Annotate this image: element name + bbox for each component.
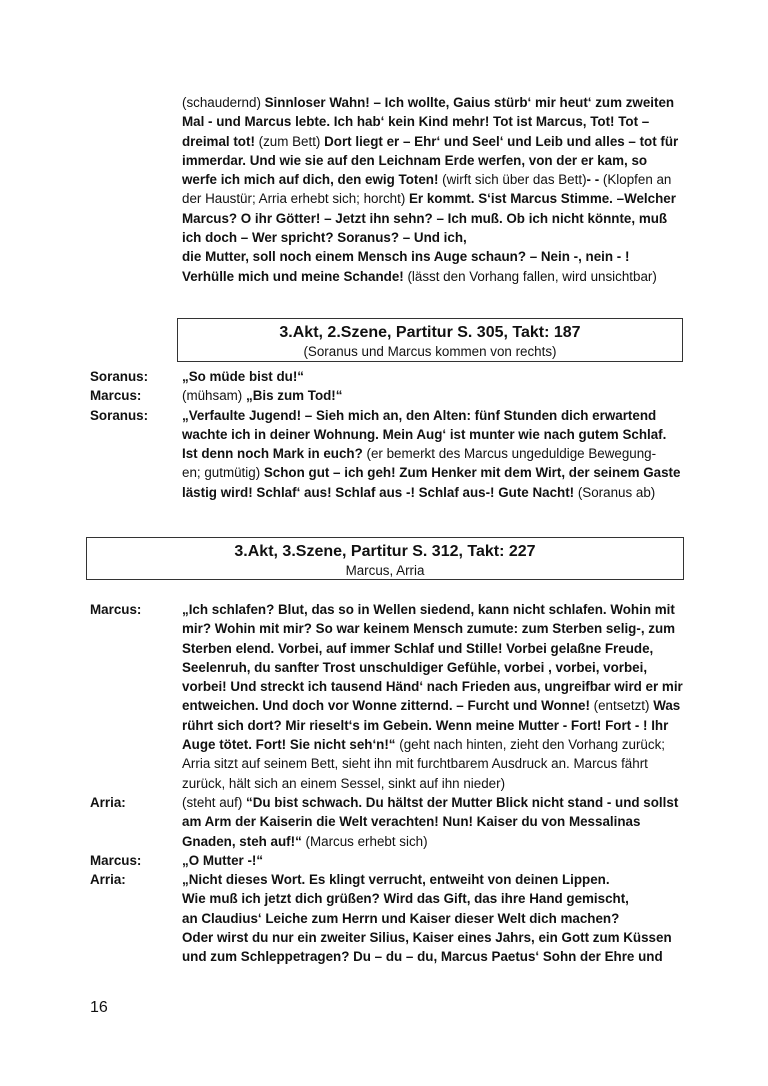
spoken-text: “Du bist schwach. Du hältst der Mutter Blick nicht stand - und sollst am Arm der Kaiserin die Welt verachten! Nun! Kaiser du von Messalinas Gnaden, steh auf!“ <box>182 794 679 849</box>
dialogue-line <box>182 406 684 502</box>
dialogue-text <box>182 851 684 870</box>
stage-direction: (Soranus ab) <box>577 484 656 500</box>
spoken-text: „Bis zum Tod!“ <box>246 388 343 404</box>
stage-direction: (wirft sich über das Bett) <box>442 172 587 188</box>
spoken-text: „Nicht dieses Wort. Es klingt verrucht, entweiht von deinen Lippen. <box>182 872 610 888</box>
spoken-text: „So müde bist du!“ <box>182 369 304 384</box>
spoken-text: Er kommt. S‘ist Marcus Stimme. –Welcher Marcus? O ihr Götter! – Jetzt ihn sehn? – Ich muß. Ob ich nicht könnte, muß ich doch – Wer spricht? Soranus? – Und ich, <box>182 191 676 246</box>
spoken-text: - - <box>586 172 603 188</box>
spoken-text: die Mutter, soll noch einem Mensch ins Auge schaun? – Nein -, nein - ! <box>182 249 630 265</box>
spoken-text: Sinnloser Wahn! – Ich wollte, Gaius stürb‘ mir heut‘ zum zweiten Mal - und Marcus lebte. Ich hab‘ kein Kind mehr! Tot ist Marcus, Tot! Tot – dreimal tot! <box>182 95 675 149</box>
dialogue-line <box>182 851 684 870</box>
stage-direction: (lässt den Vorhang fallen, wird unsichtbar) <box>407 268 657 284</box>
stage-direction: (Klopfen an der Haustür; Arria erhebt sich; horcht) <box>182 172 672 207</box>
dialogue-line <box>182 386 684 405</box>
dialogue-text <box>182 870 684 966</box>
dialogue-row <box>90 367 684 386</box>
scene-title: 3.Akt, 3.Szene, Partitur S. 312, Takt: 227 <box>234 543 536 560</box>
dialogue-block-scene-2 <box>90 367 684 502</box>
dialogue-line <box>182 600 684 793</box>
spoken-text: Oder wirst du nur ein zweiter Silius, Kaiser eines Jahrs, ein Gott zum Küssen und zum Schleppetragen? Du – du – du, Marcus Paetus‘ Sohn der Ehre und <box>182 930 672 965</box>
dialogue-row <box>90 851 684 870</box>
stage-direction: (entsetzt) <box>593 698 654 714</box>
speaker-name: Marcus: <box>90 602 142 617</box>
dialogue-text <box>182 793 684 851</box>
dialogue-block-scene-3 <box>90 600 684 967</box>
speaker-name: Marcus: <box>90 388 142 404</box>
stage-direction: (steht auf) <box>182 794 247 810</box>
dialogue-row <box>90 793 684 851</box>
scene-subtitle: Marcus, Arria <box>345 563 425 578</box>
stage-direction: en; gutmütig) <box>182 465 264 481</box>
dialogue-row <box>90 600 684 793</box>
stage-direction: (Marcus erhebt sich) <box>305 833 428 849</box>
spoken-text: „O Mutter -!“ <box>182 852 264 868</box>
intro-text <box>182 93 682 286</box>
speaker-name: Soranus: <box>90 407 149 423</box>
spoken-text: Schon gut – ich geh! Zum Henker mit dem Wirt, der seinem Gaste lästig wird! Schlaf‘ aus! Schlaf aus -! Schlaf aus-! Gute Nacht! <box>182 465 681 500</box>
scene-subtitle: (Soranus und Marcus kommen von rechts) <box>303 344 557 359</box>
stage-direction: (schaudernd) <box>182 95 265 110</box>
dialogue-row <box>90 386 684 405</box>
intro-paragraph <box>182 93 682 286</box>
stage-direction: (geht nach hinten, zieht den Vorhang zurück; Arria sitzt auf seinem Bett, sieht ihn mit furchtbarem Ausdruck an. Marcus fährt zurück, hält sich an einem Sessel, sinkt auf ihn nieder) <box>182 737 665 791</box>
dialogue-text <box>182 386 684 405</box>
stage-direction: (mühsam) <box>182 388 246 404</box>
spoken-text: Wie muß ich jetzt dich grüßen? Wird das Gift, das ihre Hand gemischt, <box>182 891 629 907</box>
stage-direction: (er bemerkt des Marcus ungeduldige Bewegung- <box>366 446 657 462</box>
dialogue-line <box>182 793 684 851</box>
speaker-name: Arria: <box>90 794 126 810</box>
spoken-text: Verhülle mich und meine Schande! <box>182 268 408 284</box>
scene-heading-box-2 <box>177 318 683 362</box>
spoken-text: Was rührt sich dort? Mir rieselt‘s im Gebein. Wenn meine Mutter - Fort! Fort - ! Ihr Auge tötet. Fort! Sie nicht seh‘n!“ <box>182 698 681 753</box>
page-number: 16 <box>90 999 108 1016</box>
stage-direction: (zum Bett) <box>258 133 325 149</box>
scene-heading-box-3 <box>86 537 684 580</box>
speaker-name: Marcus: <box>90 852 142 868</box>
speaker-name: Arria: <box>90 872 126 888</box>
spoken-text: „Verfaulte Jugend! – Sieh mich an, den Alten: fünf Stunden dich erwartend wachte ich in deiner Wohnung. Mein Aug‘ ist munter wie nach gutem Schlaf. Ist denn noch Mark in euch? <box>182 407 667 462</box>
dialogue-text <box>182 367 684 386</box>
spoken-text: an Claudius‘ Leiche zum Herrn und Kaiser dieser Welt dich machen? <box>182 910 620 926</box>
dialogue-line <box>182 870 684 966</box>
speaker-name: Soranus: <box>90 369 149 384</box>
dialogue-text <box>182 600 684 793</box>
dialogue-row <box>90 406 684 502</box>
spoken-text: „Ich schlafen? Blut, das so in Wellen siedend, kann nicht schlafen. Wohin mit mir? Wohin mit mir? So war keinem Mensch zumute: zum Sterben selig-, zum Sterben elend. Vorbei, auf immer Schlaf und Stille! Vorbei gelaßne Freude, Seelenruh, du sanfter Trost unschuldiger Gefühle, vorbei , vorbei, vorbei, vorbei! Und streckt ich tausend Händ‘ nach Frieden aus, ungreifbar wird er mir entweichen. Und doch vor Wonne zitternd. – Furcht und Wonne! <box>182 602 683 714</box>
dialogue-text <box>182 406 684 502</box>
scene-title: 3.Akt, 2.Szene, Partitur S. 305, Takt: 187 <box>279 324 581 341</box>
dialogue-line <box>182 367 684 386</box>
spoken-text: Dort liegt er – Ehr‘ und Seel‘ und Leib und alles – tot für immerdar. Und wie sie auf den Leichnam Erde werfen, von der er kam, so werfe ich mich auf dich, den ewig Toten! <box>182 133 679 188</box>
dialogue-row <box>90 870 684 966</box>
